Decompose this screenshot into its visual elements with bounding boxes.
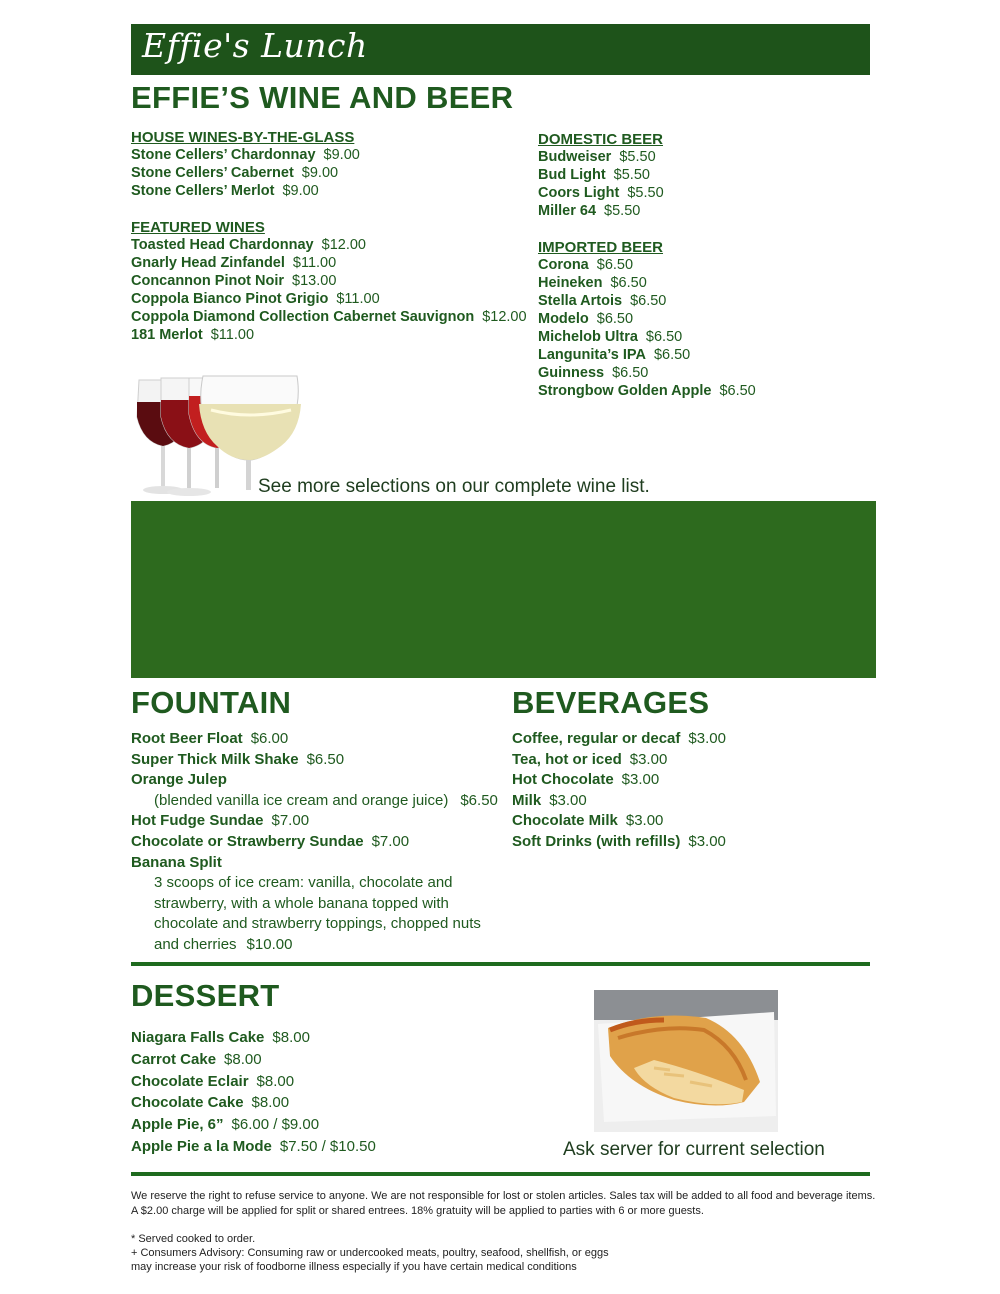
wine-item: Coppola Bianco Pinot Grigio $11.00 — [131, 291, 380, 307]
fountain-item-desc: and cherries $10.00 — [154, 935, 293, 953]
footer-note: may increase your risk of foodborne illness especially if you have certain medical conditions — [131, 1261, 577, 1273]
dessert-item: Apple Pie a la Mode $7.50 / $10.50 — [131, 1137, 376, 1155]
fountain-item: Super Thick Milk Shake $6.50 — [131, 750, 345, 768]
beer-item: Corona $6.50 — [538, 257, 634, 273]
beer-item: Budweiser $5.50 — [538, 149, 656, 165]
dessert-item: Apple Pie, 6” $6.00 / $9.00 — [131, 1116, 320, 1134]
fountain-item: Chocolate or Strawberry Sundae $7.00 — [131, 832, 410, 850]
fountain-item-desc: (blended vanilla ice cream and orange juice) $6.50 — [154, 791, 498, 809]
apple-pie-image — [594, 990, 778, 1132]
beer-item: Stella Artois $6.50 — [538, 293, 667, 309]
pie-caption: Ask server for current selection — [563, 1139, 825, 1160]
fountain-item-desc: strawberry, with a whole banana topped with — [154, 894, 449, 912]
imported-beer-heading: IMPORTED BEER — [538, 239, 664, 256]
beer-item: Coors Light $5.50 — [538, 185, 664, 201]
beer-item: Strongbow Golden Apple $6.50 — [538, 383, 756, 399]
footer-note: We reserve the right to refuse service to anyone. We are not responsible for lost or stolen articles. Sales tax will be added to all food and beverage items. — [131, 1190, 876, 1202]
beer-item: Modelo $6.50 — [538, 311, 634, 327]
featured-wines-heading: FEATURED WINES — [131, 219, 265, 236]
beer-item: Heineken $6.50 — [538, 275, 647, 291]
beverage-item: Hot Chocolate $3.00 — [512, 771, 660, 789]
beverages-title: BEVERAGES — [512, 685, 710, 720]
wine-list-note: See more selections on our complete wine list. — [258, 476, 650, 497]
footer-note: + Consumers Advisory: Consuming raw or undercooked meats, poultry, seafood, shellfish, or eggs — [131, 1247, 609, 1259]
house-wines-heading: HOUSE WINES-BY-THE-GLASS — [131, 129, 355, 146]
wine-item: Stone Cellers’ Chardonnay $9.00 — [131, 147, 360, 163]
beverage-item: Soft Drinks (with refills) $3.00 — [512, 832, 726, 850]
house-wines-section — [131, 129, 360, 200]
wine-item: Toasted Head Chardonnay $12.00 — [131, 237, 366, 253]
wine-beer-title: EFFIE’S WINE AND BEER — [131, 80, 514, 115]
fountain-title: FOUNTAIN — [131, 685, 292, 720]
beverage-item: Chocolate Milk $3.00 — [512, 812, 664, 830]
domestic-beer-heading: DOMESTIC BEER — [538, 131, 664, 148]
footer-note: * Served cooked to order. — [131, 1233, 256, 1245]
fountain-item: Hot Fudge Sundae $7.00 — [131, 812, 310, 830]
fountain-list — [131, 729, 498, 956]
dessert-item: Carrot Cake $8.00 — [131, 1050, 262, 1068]
wine-item: Concannon Pinot Noir $13.00 — [131, 273, 337, 289]
beverage-item: Milk $3.00 — [512, 791, 587, 809]
wine-item: Stone Cellers’ Cabernet $9.00 — [131, 165, 339, 181]
beer-item: Guinness $6.50 — [538, 365, 649, 381]
dessert-item: Chocolate Cake $8.00 — [131, 1094, 290, 1112]
green-block — [131, 501, 876, 678]
wine-item: Coppola Diamond Collection Cabernet Sauvignon $12.00 — [131, 309, 527, 325]
wine-item: 181 Merlot $11.00 — [131, 327, 255, 343]
fountain-item: Root Beer Float $6.00 — [131, 730, 289, 747]
beer-item: Michelob Ultra $6.50 — [538, 329, 683, 345]
beverage-item: Tea, hot or iced $3.00 — [512, 750, 668, 768]
beverages-list — [512, 729, 726, 853]
fountain-item-desc: 3 scoops of ice cream: vanilla, chocolate and — [154, 874, 453, 892]
fountain-item: Orange Julep — [131, 771, 227, 789]
fountain-item-desc: chocolate and strawberry toppings, chopped nuts — [154, 915, 481, 933]
dessert-item: Chocolate Eclair $8.00 — [131, 1072, 295, 1090]
banner-script-title: Effie's Lunch — [142, 26, 368, 65]
dessert-list — [131, 1027, 376, 1158]
footer-note: A $2.00 charge will be applied for split or shared entrees. 18% gratuity will be applied to parties with 6 or more guests. — [131, 1205, 704, 1217]
imported-beer-section — [538, 239, 756, 400]
domestic-beer-section — [538, 131, 664, 220]
dessert-item: Niagara Falls Cake $8.00 — [131, 1029, 310, 1046]
section-divider — [131, 1172, 870, 1176]
dessert-title: DESSERT — [131, 978, 280, 1013]
beverage-item: Coffee, regular or decaf $3.00 — [512, 730, 726, 747]
fountain-item: Banana Split — [131, 853, 222, 871]
beer-item: Bud Light $5.50 — [538, 167, 650, 183]
beer-item: Langunita’s IPA $6.50 — [538, 347, 691, 363]
wine-item: Gnarly Head Zinfandel $11.00 — [131, 255, 337, 271]
featured-wines-section — [131, 219, 527, 344]
wine-item: Stone Cellers’ Merlot $9.00 — [131, 183, 319, 199]
section-divider — [131, 962, 870, 966]
beer-item: Miller 64 $5.50 — [538, 203, 641, 219]
